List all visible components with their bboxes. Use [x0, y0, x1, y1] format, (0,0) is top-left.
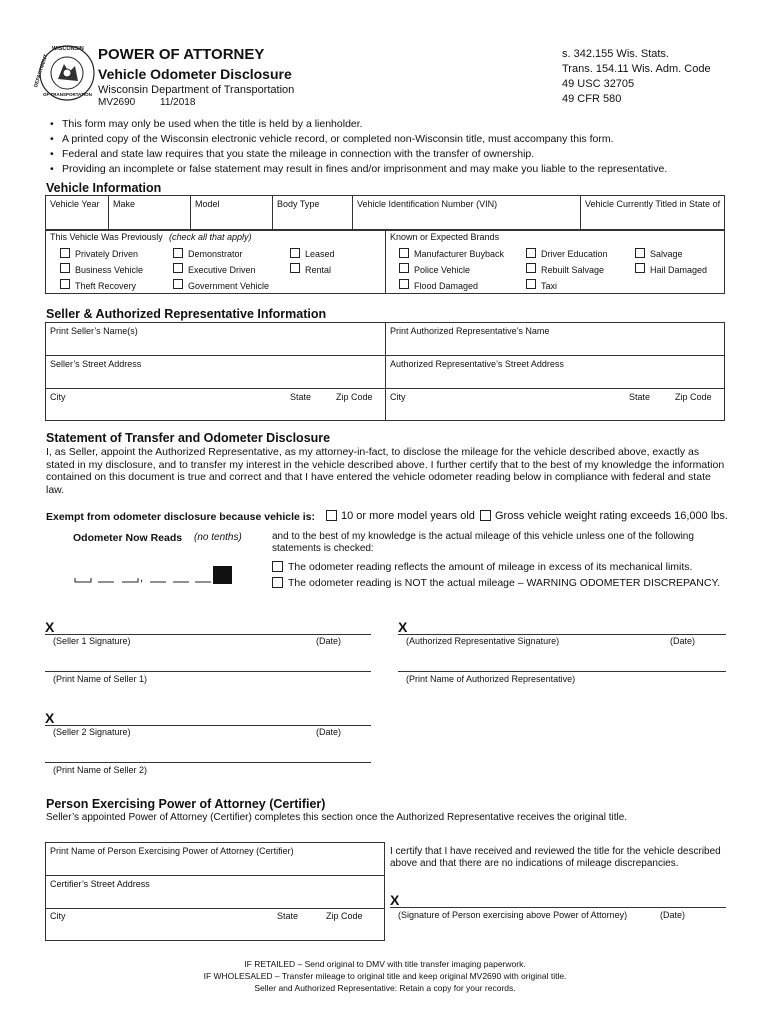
certifier-address-field[interactable]: Certifier’s Street Address: [50, 879, 150, 889]
flood-damaged-label: Flood Damaged: [414, 281, 479, 291]
rep-zip-field[interactable]: Zip Code: [675, 392, 712, 402]
certifier-heading: Person Exercising Power of Attorney (Certifier): [46, 797, 326, 811]
ten-years-label: 10 or more model years old: [341, 510, 475, 522]
instruction-item: • Providing an incomplete or false statement may result in fines and/or imprisonment and may make you liable to the representative.: [62, 162, 667, 177]
certifier-table: [45, 842, 385, 941]
not-actual-checkbox[interactable]: [272, 577, 283, 588]
seller2-date-label: (Date): [316, 727, 342, 737]
theft-recovery-label: Theft Recovery: [75, 281, 137, 291]
salvage-checkbox[interactable]: [635, 248, 645, 258]
certify-statement: I certify that I have received and reviewed the title for the vehicle described above and that there are no indications of mileage discrepancies.: [390, 846, 721, 869]
make-field[interactable]: Make: [113, 199, 136, 209]
certifier-signature-label: (Signature of Person exercising above Power of Attorney): [398, 910, 628, 920]
statute-list: [562, 47, 711, 107]
statute-line: Trans. 154.11 Wis. Adm. Code: [562, 63, 711, 75]
not-actual-label: The odometer reading is NOT the actual mileage – WARNING ODOMETER DISCREPANCY.: [288, 577, 721, 589]
certifier-zip-field[interactable]: Zip Code: [326, 911, 363, 921]
demonstrator-checkbox[interactable]: [173, 248, 183, 258]
model-field[interactable]: Model: [195, 199, 220, 209]
police-vehicle-checkbox[interactable]: [399, 263, 409, 273]
vehicle-year-field[interactable]: Vehicle Year: [50, 199, 100, 209]
rebuilt-salvage-checkbox[interactable]: [526, 263, 536, 273]
business-vehicle-checkbox[interactable]: [60, 263, 70, 273]
footer-line: IF RETAILED – Send original to DMV with title transfer imaging paperwork.: [244, 959, 526, 969]
odometer-reading-input[interactable]: [74, 566, 236, 586]
excess-mileage-checkbox[interactable]: [272, 561, 283, 572]
rep-city-field[interactable]: City: [390, 392, 406, 402]
instruction-item: • This form may only be used when the title is held by a lienholder.: [62, 117, 667, 132]
seller2-signature-label: (Seller 2 Signature): [53, 727, 131, 737]
statement-paragraph: I, as Seller, appoint the Authorized Representative, as my attorney-in-fact, to disclose the mileage for the vehicle described above, exactly as stated in my disclosure, and to transfer my interest in the vehicle described above. I further certify that to the best of my knowledge the information contained on this document is true and correct and that I have entered the vehicle odometer reading below in compliance with federal and state law.: [46, 446, 725, 496]
certifier-signature-line[interactable]: [390, 907, 726, 908]
certifier-intro: Seller’s appointed Power of Attorney (Certifier) completes this section once the Authorized Representative receives the original title.: [46, 812, 628, 823]
police-vehicle-label: Police Vehicle: [414, 265, 471, 275]
wisdot-seal: [33, 44, 96, 102]
footer-line: IF WHOLESALED – Transfer mileage to original title and keep original MV2690 with original title.: [203, 971, 567, 981]
certifier-name-field[interactable]: Print Name of Person Exercising Power of Attorney (Certifier): [50, 846, 294, 856]
seal-text-left: DEPARTMENT: [33, 53, 50, 89]
seller-zip-field[interactable]: Zip Code: [336, 392, 373, 402]
body-type-field[interactable]: Body Type: [277, 199, 320, 209]
vin-field[interactable]: Vehicle Identification Number (VIN): [357, 199, 498, 209]
driver-education-checkbox[interactable]: [526, 248, 536, 258]
form-number: MV2690: [98, 97, 136, 108]
rental-label: Rental: [305, 265, 332, 275]
instruction-list: [62, 117, 667, 177]
demonstrator-label: Demonstrator: [188, 249, 243, 259]
gvwr-label: Gross vehicle weight rating exceeds 16,000 lbs.: [495, 510, 728, 522]
rep-date-label: (Date): [670, 636, 696, 646]
seller1-signature-line[interactable]: [45, 634, 371, 635]
taxi-label: Taxi: [541, 281, 558, 291]
footer-instructions: [0, 958, 770, 994]
previously-hint: (check all that apply): [169, 232, 252, 242]
seal-text-top: WISCONSIN: [52, 46, 84, 52]
statute-line: 49 USC 32705: [562, 78, 635, 90]
odometer-intro: and to the best of my knowledge is the actual mileage of this vehicle unless one of the following statements is checked:: [272, 531, 694, 554]
leased-checkbox[interactable]: [290, 248, 300, 258]
manufacturer-buyback-checkbox[interactable]: [399, 248, 409, 258]
odometer-label: Odometer Now Reads: [73, 532, 183, 544]
seller1-x-mark: X: [45, 619, 55, 635]
salvage-label: Salvage: [650, 249, 683, 259]
manufacturer-buyback-label: Manufacturer Buyback: [414, 249, 505, 259]
rep-signature-line[interactable]: [398, 634, 726, 635]
instruction-item: • Federal and state law requires that you state the mileage in connection with the transfer of ownership.: [62, 147, 667, 162]
instruction-item: • A printed copy of the Wisconsin electronic vehicle record, or completed non-Wisconsin title, must accompany this form.: [62, 132, 667, 147]
statute-line: s. 342.155 Wis. Stats.: [562, 48, 669, 60]
theft-recovery-checkbox[interactable]: [60, 279, 70, 289]
seller-rep-heading: Seller & Authorized Representative Information: [46, 307, 327, 321]
seller1-print-line[interactable]: [45, 671, 371, 672]
seller2-signature-line[interactable]: [45, 725, 371, 726]
certifier-date-label: (Date): [660, 910, 686, 920]
titled-state-field[interactable]: Vehicle Currently Titled in State of: [585, 199, 721, 209]
seller1-date-label: (Date): [316, 636, 342, 646]
form-revision: 11/2018: [160, 97, 196, 108]
seller2-print-line[interactable]: [45, 762, 371, 763]
form-title: POWER OF ATTORNEY: [98, 46, 265, 63]
seal-text-bottom: OF TRANSPORTATION: [43, 92, 92, 97]
privately-driven-label: Privately Driven: [75, 249, 139, 259]
certifier-state-field[interactable]: State: [277, 911, 299, 921]
rep-print-line[interactable]: [398, 671, 726, 672]
taxi-checkbox[interactable]: [526, 279, 536, 289]
form-subtitle: Vehicle Odometer Disclosure: [98, 66, 292, 82]
driver-education-label: Driver Education: [541, 249, 608, 259]
executive-driven-label: Executive Driven: [188, 265, 256, 275]
seller-address-field[interactable]: Seller’s Street Address: [50, 359, 142, 369]
ten-years-checkbox[interactable]: [326, 510, 337, 521]
leased-label: Leased: [305, 249, 335, 259]
department-name: Wisconsin Department of Transportation: [98, 84, 295, 96]
seller-state-field[interactable]: State: [290, 392, 312, 402]
rep-print-label: (Print Name of Authorized Representative): [406, 674, 576, 684]
seller2-print-label: (Print Name of Seller 2): [53, 765, 148, 775]
footer-line: Seller and Authorized Representative: Retain a copy for your records.: [254, 983, 516, 993]
gvwr-checkbox[interactable]: [480, 510, 491, 521]
government-vehicle-checkbox[interactable]: [173, 279, 183, 289]
hail-damaged-label: Hail Damaged: [650, 265, 708, 275]
rep-state-field[interactable]: State: [629, 392, 651, 402]
seller-city-field[interactable]: City: [50, 392, 66, 402]
rebuilt-salvage-label: Rebuilt Salvage: [541, 265, 605, 275]
rep-signature-label: (Authorized Representative Signature): [406, 636, 560, 646]
excess-mileage-label: The odometer reading reflects the amount of mileage in excess of its mechanical limits.: [288, 561, 693, 573]
flood-damaged-checkbox[interactable]: [399, 279, 409, 289]
seller2-x-mark: X: [45, 710, 55, 726]
vehicle-info-heading: Vehicle Information: [46, 181, 162, 195]
rental-checkbox[interactable]: [290, 263, 300, 273]
hail-damaged-checkbox[interactable]: [635, 263, 645, 273]
seller1-print-label: (Print Name of Seller 1): [53, 674, 148, 684]
odometer-comma: ,: [140, 572, 144, 584]
rep-name-field[interactable]: Print Authorized Representative’s Name: [390, 326, 550, 336]
certifier-city-field[interactable]: City: [50, 911, 66, 921]
rep-x-mark: X: [398, 619, 408, 635]
privately-driven-checkbox[interactable]: [60, 248, 70, 258]
seller-name-field[interactable]: Print Seller’s Name(s): [50, 326, 138, 336]
statute-line: 49 CFR 580: [562, 93, 622, 105]
seller1-signature-label: (Seller 1 Signature): [53, 636, 131, 646]
exempt-label: Exempt from odometer disclosure because vehicle is:: [46, 511, 316, 523]
certifier-x-mark: X: [390, 892, 400, 908]
statement-heading: Statement of Transfer and Odometer Disclosure: [46, 431, 331, 445]
government-vehicle-label: Government Vehicle: [188, 281, 270, 291]
executive-driven-checkbox[interactable]: [173, 263, 183, 273]
previously-label: This Vehicle Was Previously: [50, 232, 163, 242]
brands-label: Known or Expected Brands: [390, 232, 500, 242]
rep-address-field[interactable]: Authorized Representative’s Street Address: [390, 359, 564, 369]
business-vehicle-label: Business Vehicle: [75, 265, 144, 275]
odometer-hint: (no tenths): [194, 532, 242, 543]
